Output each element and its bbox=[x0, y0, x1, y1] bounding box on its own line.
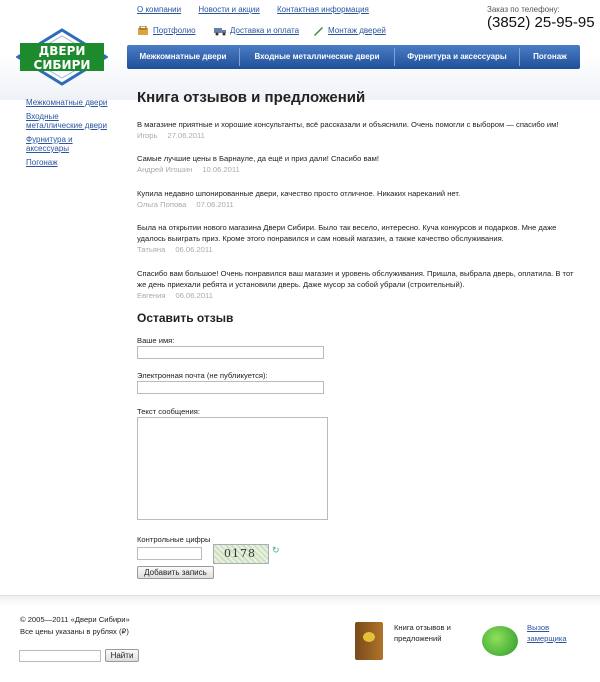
nav-hardware[interactable]: Фурнитура и аксессуары bbox=[407, 52, 507, 61]
sidebar-nav bbox=[26, 98, 116, 172]
sidebar-item-entrance-doors[interactable]: Входные металлические двери bbox=[26, 112, 107, 130]
svg-text:СИБИРИ: СИБИРИ bbox=[33, 58, 91, 72]
message-label: Текст сообщения: bbox=[137, 407, 200, 416]
top-links bbox=[137, 5, 384, 14]
search-button[interactable]: Найти bbox=[105, 649, 139, 662]
review-item bbox=[137, 188, 577, 210]
review-text: Купила недавно шпонированные двери, качество просто отличное. Никаких нареканий нет. bbox=[137, 189, 461, 198]
review-author: Татьяна bbox=[137, 245, 166, 254]
tape-measure-icon[interactable] bbox=[482, 626, 518, 656]
guestbook-icon[interactable] bbox=[355, 622, 383, 660]
footer-shade bbox=[0, 596, 600, 606]
review-date: 07.06.2011 bbox=[196, 200, 234, 209]
nav-entrance-doors[interactable]: Входные металлические двери bbox=[254, 52, 380, 61]
portfolio-icon bbox=[137, 26, 149, 36]
sidebar-item-hardware[interactable]: Фурнитура и аксессуары bbox=[26, 135, 73, 153]
search-input[interactable] bbox=[19, 650, 101, 662]
top-link-contacts[interactable]: Контактная информация bbox=[276, 5, 369, 14]
refresh-icon[interactable]: ↻ bbox=[272, 545, 280, 555]
page-title: Книга отзывов и предложений bbox=[137, 89, 366, 106]
review-meta bbox=[137, 199, 577, 210]
sub-link-portfolio[interactable]: Портфолио bbox=[137, 26, 196, 36]
review-meta bbox=[137, 130, 577, 141]
top-link-about[interactable]: О компании bbox=[137, 5, 182, 14]
review-text: Спасибо вам большое! Очень понравился ваш магазин и уровень обслуживания. Пришла, выбрала дверь, оплатила. В тот же день приехали ребята и установили дверь. Даже мусор за собой убрали (строительный). bbox=[137, 269, 574, 289]
review-author: Ольга Попова bbox=[137, 200, 187, 209]
captcha-label: Контрольные цифры bbox=[137, 535, 211, 544]
tool-icon bbox=[312, 26, 324, 36]
email-input[interactable] bbox=[137, 381, 324, 394]
review-author: Андрей Игошин bbox=[137, 165, 193, 174]
review-item bbox=[137, 119, 577, 141]
review-meta bbox=[137, 290, 577, 301]
review-date: 06.06.2011 bbox=[175, 291, 213, 300]
review-text: Самые лучшие цены в Барнауле, да ещё и приз дали! Спасибо вам! bbox=[137, 154, 379, 163]
review-author: Игорь bbox=[137, 131, 158, 140]
form-title: Оставить отзыв bbox=[137, 311, 234, 325]
review-item bbox=[137, 222, 577, 255]
email-label: Электронная почта (не публикуется): bbox=[137, 371, 268, 380]
review-meta bbox=[137, 164, 577, 175]
copyright: © 2005—2011 «Двери Сибири» bbox=[20, 615, 130, 624]
message-textarea[interactable] bbox=[137, 417, 328, 520]
review-item bbox=[137, 268, 577, 301]
prices-note: Все цены указаны в рублях (₽) bbox=[20, 627, 129, 636]
sub-link-installation[interactable]: Монтаж дверей bbox=[312, 26, 386, 36]
sidebar-item-interior-doors[interactable]: Межкомнатные двери bbox=[26, 98, 108, 107]
main-nav bbox=[127, 45, 580, 69]
review-date: 27.06.2011 bbox=[167, 131, 205, 140]
phone-number: (3852) 25-95-95 bbox=[487, 14, 595, 31]
captcha-image bbox=[213, 544, 269, 564]
nav-moulding[interactable]: Погонаж bbox=[533, 52, 567, 61]
review-meta bbox=[137, 244, 577, 255]
captcha-input[interactable] bbox=[137, 547, 202, 560]
review-author: Евгения bbox=[137, 291, 166, 300]
svg-text:ДВЕРИ: ДВЕРИ bbox=[38, 44, 86, 58]
name-input[interactable] bbox=[137, 346, 324, 359]
review-date: 10.06.2011 bbox=[202, 165, 240, 174]
review-text: В магазине приятные и хорошие консультанты, всё рассказали и объяснили. Очень помогли с выбором — спасибо им! bbox=[137, 120, 559, 129]
truck-icon bbox=[214, 26, 226, 36]
logo[interactable] bbox=[16, 28, 108, 86]
name-label: Ваше имя: bbox=[137, 336, 175, 345]
nav-interior-doors[interactable]: Межкомнатные двери bbox=[139, 52, 227, 61]
top-link-news[interactable]: Новости и акции bbox=[198, 5, 260, 14]
phone-label: Заказ по телефону: bbox=[487, 5, 560, 14]
measurer-link[interactable]: Вызов замерщика bbox=[527, 623, 567, 643]
captcha-digits: 0178 bbox=[224, 547, 256, 560]
sub-link-delivery[interactable]: Доставка и оплата bbox=[214, 26, 299, 36]
guestbook-link[interactable]: Книга отзывов и предложений bbox=[394, 623, 451, 643]
sidebar-item-moulding[interactable]: Погонаж bbox=[26, 158, 58, 167]
review-text: Была на открытии нового магазина Двери Сибири. Было так весело, интересно. Куча конкурсов и подарков. Мне даже удалось выиграть приз. Кроме этого понравился и сам новый магазин, а также качество обслуживания. bbox=[137, 223, 557, 243]
submit-button[interactable]: Добавить запись bbox=[137, 566, 214, 579]
review-item bbox=[137, 153, 577, 175]
review-date: 06.06.2011 bbox=[175, 245, 213, 254]
